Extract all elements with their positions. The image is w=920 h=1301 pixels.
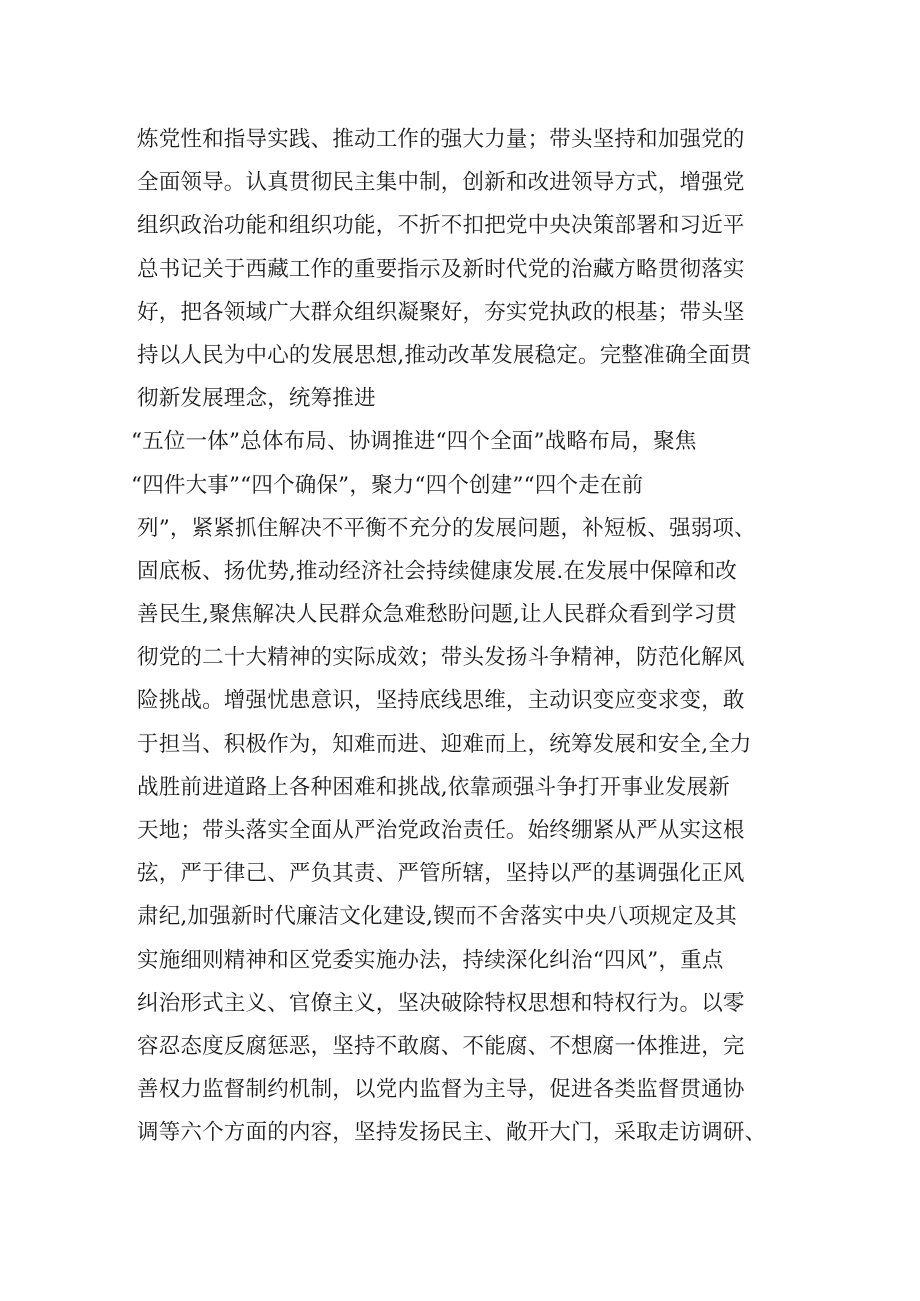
text-line: 全面领导。认真贯彻民主集中制，创新和改进领导方式，增强党 [137, 170, 745, 196]
text-line: 险挑战。增强忧患意识，坚持底线思维，主动识变应变求变，敢 [137, 688, 745, 714]
text-line: 好，把各领域广大群众组织凝聚好，夯实党执政的根基；带头坚 [137, 299, 745, 325]
text-line: 彻新发展理念，统筹推进 [137, 386, 376, 412]
text-line: 固底板、扬优势,推动经济社会持续健康发展.在发展中保障和改 [137, 558, 737, 584]
text-line: 容忍态度反腐惩恶，坚持不敢腐、不能腐、不想腐一体推进，完 [137, 1033, 745, 1059]
text-line: “四件大事”“四个确保”，聚力“四个创建”“四个走在前 [131, 472, 644, 498]
text-line: 调等六个方面的内容，坚持发扬民主、敞开大门，采取走访调研、 [137, 1120, 767, 1146]
text-line: 炼党性和指导实践、推动工作的强大力量；带头坚持和加强党的 [137, 127, 745, 152]
text-line: 组织政治功能和组织功能，不折不扣把党中央决策部署和习近平 [137, 213, 745, 239]
text-line: 实施细则精神和区党委实施办法，持续深化纠治“四风”，重点 [137, 947, 724, 973]
text-line: “五位一体”总体布局、协调推进“四个全面”战略布局，聚焦 [131, 429, 697, 455]
text-line: 纠治形式主义、官僚主义，坚决破除特权思想和特权行为。以零 [137, 990, 745, 1016]
text-line: 持以人民为中心的发展思想,推动改革发展稳定。完整准确全面贯 [137, 342, 752, 368]
text-line: 列”，紧紧抓住解决不平衡不充分的发展问题，补短板、强弱项、 [137, 515, 756, 541]
text-line: 总书记关于西藏工作的重要指示及新时代党的治藏方略贯彻落实 [137, 256, 745, 282]
text-line: 肃纪,加强新时代廉洁文化建设,锲而不舍落实中央八项规定及其 [137, 904, 737, 930]
text-line: 善权力监督制约机制，以党内监督为主导，促进各类监督贯通协 [137, 1077, 745, 1103]
text-line: 彻党的二十大精神的实际成效；带头发扬斗争精神，防范化解风 [137, 645, 745, 671]
text-line: 战胜前进道路上各种困难和挑战,依靠顽强斗争打开事业发展新 [137, 774, 730, 800]
text-line: 善民生,聚焦解决人民群众急难愁盼问题,让人民群众看到学习贯 [137, 602, 737, 628]
text-line: 弦，严于律己、严负其责、严管所辖，坚持以严的基调强化正风 [137, 861, 745, 887]
body-text [131, 118, 797, 1155]
text-line: 于担当、积极作为，知难而进、迎难而上，统筹发展和安全,全力 [137, 731, 752, 757]
text-line: 天地；带头落实全面从严治党政治责任。始终绷紧从严从实这根 [137, 818, 745, 843]
